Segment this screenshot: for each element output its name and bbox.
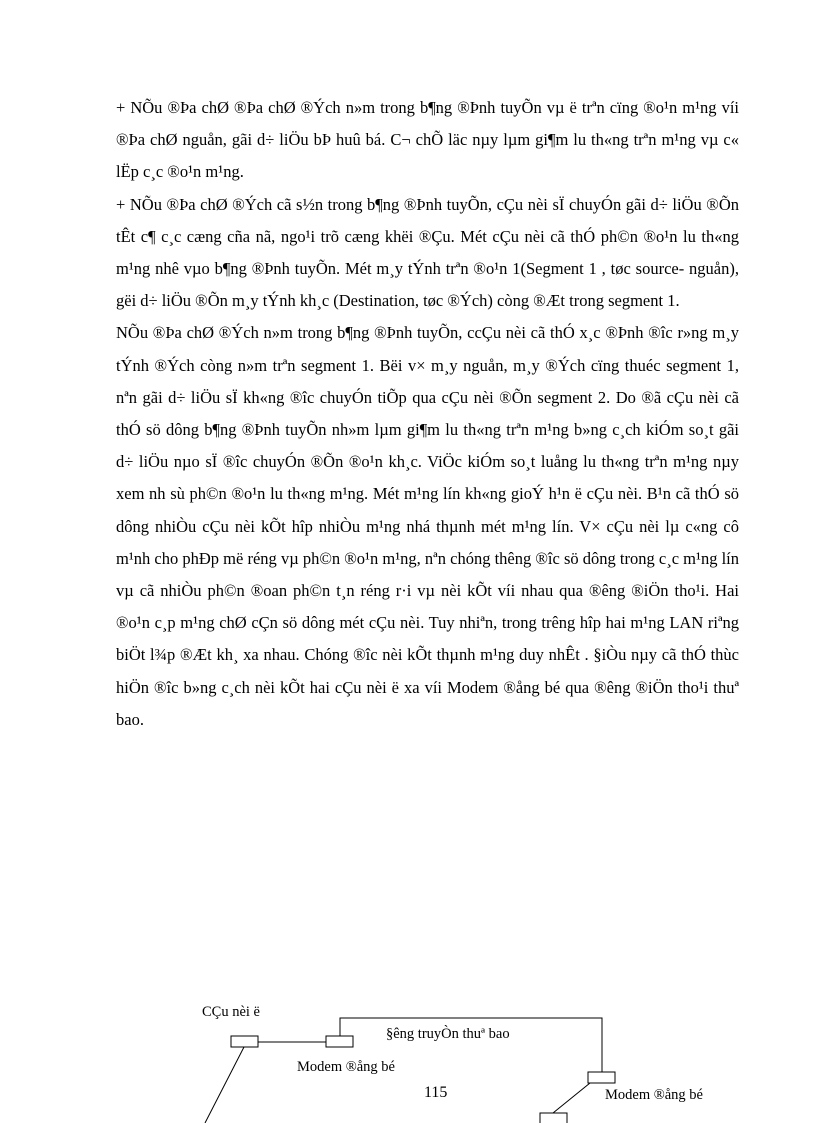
paragraph-2: + NÕu ®Þa chØ ®Ých cã s½n trong b¶ng ®Þnh tuyÕn, cÇu nèi sÏ chuyÓn gãi d÷ liÖu ®Õn tÊt c¶ c¸c cæng cña nã, ngo¹i trõ cæng khëi ®Çu. Mét cÇu nèi cã thÓ ph©n ®o¹n lu th«ng m¹ng nhê vµo b¶ng ®Þnh tuyÕn. Mét m¸y tÝnh trªn ®o¹n 1(Segment 1 , tøc source- nguån), gëi d÷ liÖu ®Õn m¸y tÝnh kh¸c (Destination, tøc ®Ých) còng ®Æt trong segment 1. bbox=[116, 194, 739, 311]
modem-right-link bbox=[553, 1083, 590, 1113]
bridge-box bbox=[231, 1036, 258, 1047]
body-text bbox=[116, 92, 739, 736]
bridge-diagonal-link bbox=[205, 1047, 244, 1123]
bridge-right-box bbox=[540, 1113, 567, 1123]
modem-right-box bbox=[588, 1072, 615, 1083]
modem-left-box bbox=[326, 1036, 353, 1047]
page-number: 115 bbox=[424, 1084, 448, 1101]
bridge-label: CÇu nèi ë bbox=[202, 1004, 260, 1020]
line-label: §êng truyÒn thuª bao bbox=[386, 1026, 510, 1042]
modem-left-label: Modem ®ång bé bbox=[297, 1059, 395, 1075]
paragraph-3: NÕu ®Þa chØ ®Ých n»m trong b¶ng ®Þnh tuyÕn, ccÇu nèi cã thÓ x¸c ®Þnh ®îc r»ng m¸y tÝnh ®Ých còng n»m trªn segment 1. Bëi v× m¸y nguån, m¸y ®Ých cïng thuéc segment 1, nªn gãi d÷ liÖu sÏ kh«ng ®îc chuyÓn tiÕp qua cÇu nèi ®Õn segment 2. Do ®ã cÇu nèi cã thÓ sö dông b¶ng ®Þnh tuyÕn nh»m lµm gi¶m lu th«ng trªn m¹ng b»ng c¸ch kiÓm so¸t gãi d÷ liÖu nµo sÏ ®îc chuyÓn ®Õn ®o¹n kh¸c. ViÖc kiÓm so¸t luång lu th«ng trªn m¹ng nµy xem nh sù ph©n ®o¹n lu th«ng m¹ng. Mét m¹ng lín kh«ng gioÝ h¹n ë cÇu nèi. B¹n cã thÓ sö dông nhiÒu cÇu nèi kÕt hîp nhiÒu m¹ng nhá thµnh mét m¹ng lín. V× cÇu nèi lµ c«ng cô m¹nh cho phÐp më réng vµ ph©n ®o¹n m¹ng, nªn chóng thêng ®îc sö dông trong c¸c m¹ng lín vµ cã nhiÒu ph©n ®oan ph©n t¸n réng r·i vµ nèi kÕt víi nhau qua ®êng ®iÖn tho¹i. Hai ®o¹n c¸p m¹ng chØ cÇn sö dông mét cÇu nèi. Tuy nhiªn, trong trêng hîp hai m¹ng LAN riªng biÖt l¾p ®Æt kh¸ xa nhau. Chóng ®îc nèi kÕt thµnh m¹ng duy nhÊt . §iÒu nµy cã thÓ thùc hiÖn ®îc b»ng c¸ch nèi kÕt hai cÇu nèi ë xa víi Modem ®ång bé qua ®êng ®iÖn tho¹i thuª bao. bbox=[116, 323, 739, 729]
network-diagram bbox=[0, 990, 816, 1123]
modem-right-label: Modem ®ång bé bbox=[605, 1087, 703, 1103]
paragraph-1: + NÕu ®Þa chØ ®Þa chØ ®Ých n»m trong b¶ng ®Þnh tuyÕn vµ ë trªn cïng ®o¹n m¹ng víi ®Þa chØ nguån, gãi d÷ liÖu bÞ huû bá. C¬ chÕ läc nµy lµm gi¶m lu th«ng trªn m¹ng vµ c« lËp c¸c ®o¹n m¹ng. bbox=[116, 98, 739, 182]
